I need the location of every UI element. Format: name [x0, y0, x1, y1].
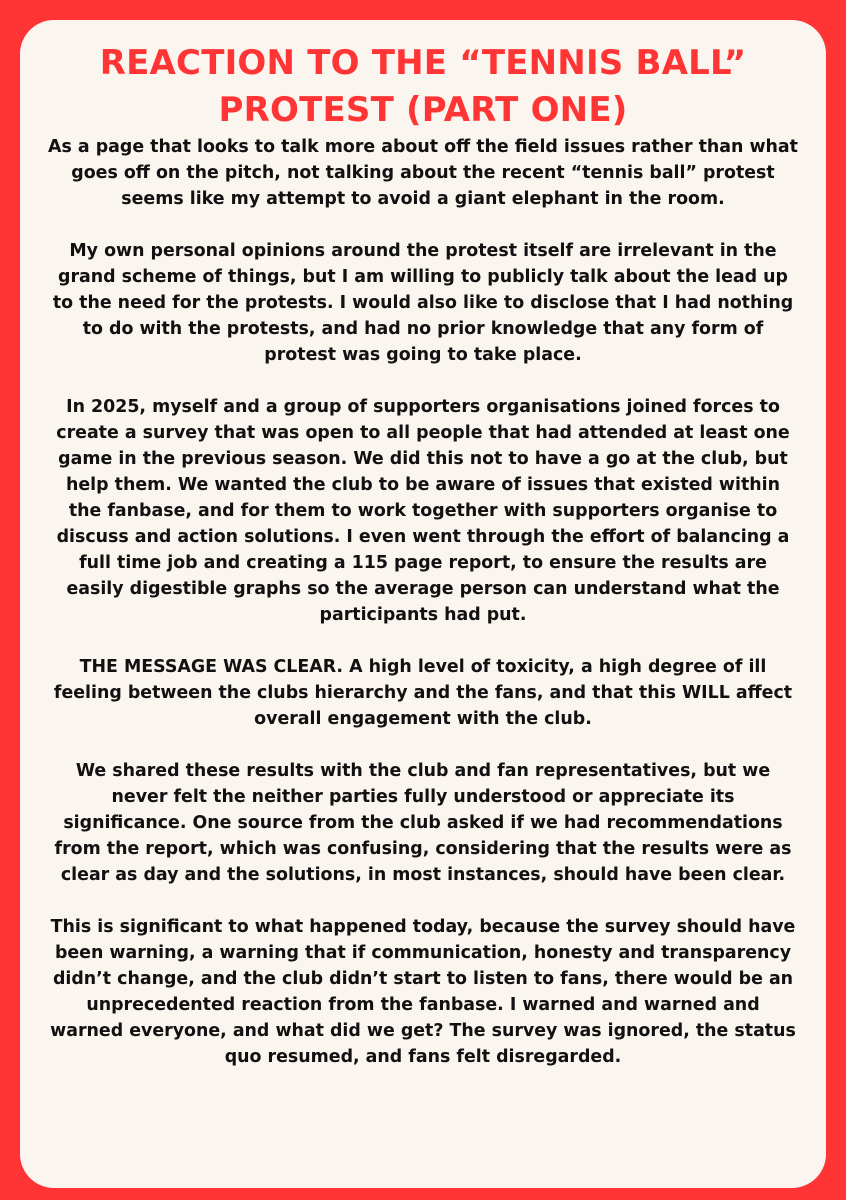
paragraph-intro: As a page that looks to talk more about off the field issues rather than what goes off on the pitch, not talking about the recent “tennis ball” protest seems like my attempt to avoid a giant elephant in the room.	[48, 137, 798, 209]
paragraph-survey: In 2025, myself and a group of supporters organisations joined forces to create a survey that was open to all people that had attended at least one game in the previous season. We did this not to have a go at the club, but help them. We wanted the club to be aware of issues that existed within the fanbase, and for them to work together with supporters organise to discuss and action solutions. I even went through the effort of balancing a full time job and creating a 115 page report, to ensure the results are easily digestible graphs so the average person can understand what the participants had put.	[56, 397, 790, 625]
document-title: REACTION TO THE “TENNIS BALL” PROTEST (PART ONE)	[99, 43, 747, 130]
paragraph-opinions: My own personal opinions around the protest itself are irrelevant in the grand scheme of things, but I am willing to publicly talk about the lead up to the need for the protests. I would also like to disclose that I had nothing to do with the protests, and had no prior knowledge that any form of protest was going to take place.	[52, 241, 794, 365]
document-body	[48, 134, 798, 1070]
document-card	[20, 20, 826, 1188]
paragraph-results: We shared these results with the club and fan representatives, but we never felt the neither parties fully understood or appreciate its significance. One source from the club asked if we had recommendations from the report, which was confusing, considering that the results were as clear as day and the solutions, in most instances, should have been clear.	[54, 761, 792, 885]
paragraph-significance: This is significant to what happened today, because the survey should have been warning, a warning that if communication, honesty and transparency didn’t change, and the club didn’t start to listen to fans, there would be an unprecedented reaction from the fanbase. I warned and warned and warned everyone, and what did we get? The survey was ignored, the status quo resumed, and fans felt disregarded.	[50, 917, 796, 1067]
paragraph-message: THE MESSAGE WAS CLEAR. A high level of toxicity, a high degree of ill feeling between the clubs hierarchy and the fans, and that this WILL affect overall engagement with the club.	[53, 657, 793, 729]
